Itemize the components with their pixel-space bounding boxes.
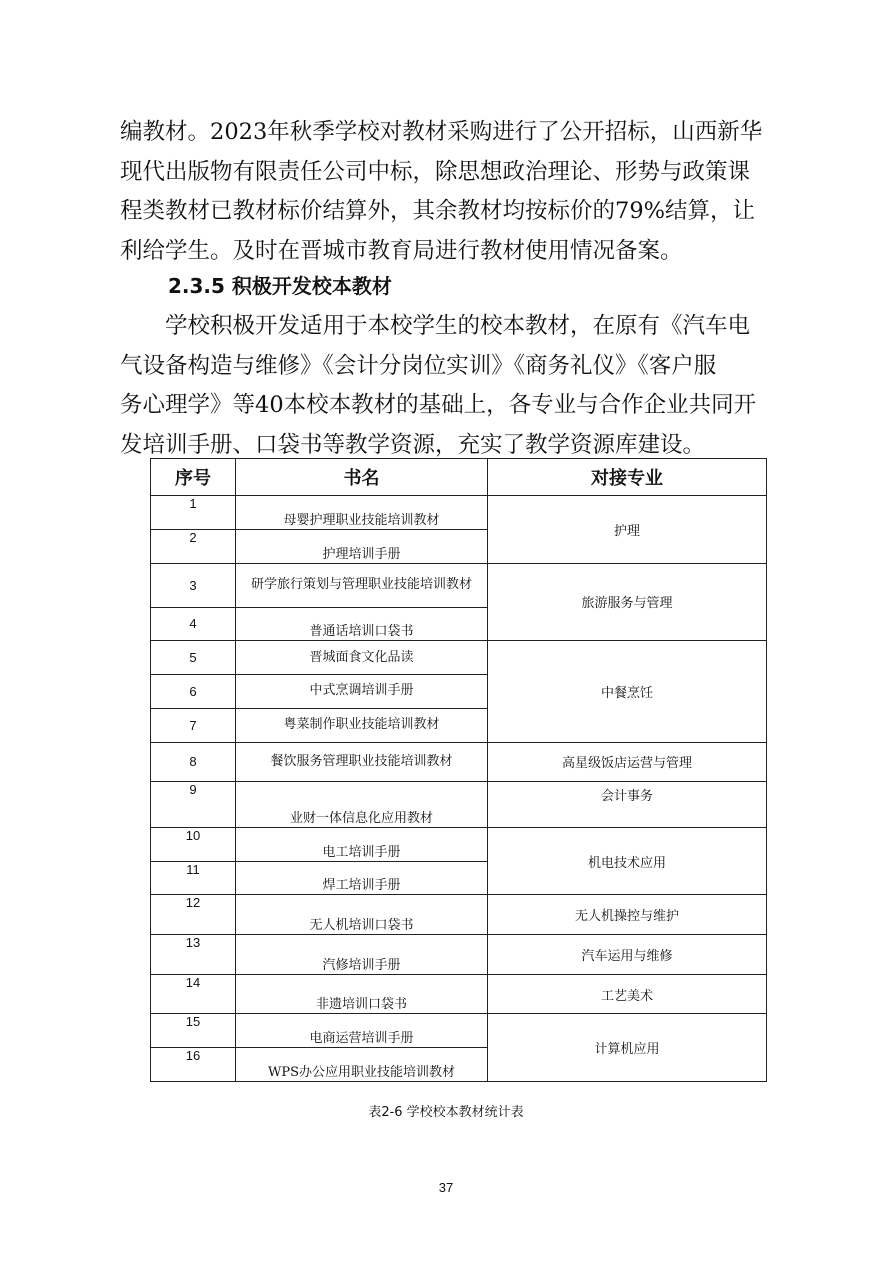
major-cell: 会计事务 <box>488 782 767 828</box>
header-index: 序号 <box>151 459 236 496</box>
row-number: 5 <box>151 641 236 675</box>
book-name: 非遗培训口袋书 <box>236 974 488 1014</box>
intro-paragraph <box>120 113 780 271</box>
book-name: 汽修培训手册 <box>236 935 488 975</box>
text-line: 现代出版物有限责任公司中标，除思想政治理论、形势与政策课 <box>120 158 751 185</box>
row-number: 7 <box>151 708 236 742</box>
textbook-table <box>150 458 767 1082</box>
table-header-row <box>151 459 767 496</box>
text-line: 编教材。2023年秋季学校对教材采购进行了公开招标，山西新华 <box>120 119 763 145</box>
row-number: 6 <box>151 675 236 709</box>
text-line: 程类教材已教材标价结算外，其余教材均按标价的79%结算，让 <box>120 198 756 224</box>
text-line: 发培训手册、口袋书等教学资源，充实了教学资源库建设。 <box>120 431 706 458</box>
book-name: 母婴护理职业技能培训教材 <box>236 496 488 530</box>
row-number: 11 <box>151 861 236 895</box>
major-cell: 无人机操控与维护 <box>488 895 767 935</box>
table-row <box>151 496 767 530</box>
major-cell: 工艺美术 <box>488 974 767 1014</box>
table-row <box>151 935 767 975</box>
book-name: 护理培训手册 <box>236 529 488 563</box>
page-number: 37 <box>438 1180 454 1195</box>
row-number: 8 <box>151 742 236 782</box>
major-cell: 汽车运用与维修 <box>488 935 767 975</box>
row-number: 1 <box>151 496 236 530</box>
table-row <box>151 895 767 935</box>
major-cell: 机电技术应用 <box>488 827 767 895</box>
major-cell: 中餐烹饪 <box>488 641 767 742</box>
book-name: 晋城面食文化品读 <box>236 641 488 675</box>
table-row <box>151 827 767 861</box>
major-cell: 高星级饭店运营与管理 <box>488 742 767 782</box>
table-row <box>151 641 767 675</box>
book-name: 中式烹调培训手册 <box>236 675 488 709</box>
table-row <box>151 782 767 828</box>
book-name: 业财一体信息化应用教材 <box>236 782 488 828</box>
text-line: 利给学生。及时在晋城市教育局进行教材使用情况备案。 <box>120 237 683 264</box>
major-cell: 计算机应用 <box>488 1014 767 1082</box>
table-row <box>151 1014 767 1048</box>
text-line: 学校积极开发适用于本校学生的校本教材，在原有《汽车电 <box>120 313 751 339</box>
table-caption: 表2-6 学校校本教材统计表 <box>368 1105 524 1120</box>
body-paragraph <box>120 307 780 465</box>
book-name: 无人机培训口袋书 <box>236 895 488 935</box>
book-name: 普通话培训口袋书 <box>236 607 488 641</box>
book-name: 餐饮服务管理职业技能培训教材 <box>236 742 488 782</box>
book-name: 焊工培训手册 <box>236 861 488 895</box>
row-number: 16 <box>151 1048 236 1082</box>
section-heading: 2.3.5 积极开发校本教材 <box>168 274 392 298</box>
row-number: 12 <box>151 895 236 935</box>
table-row <box>151 742 767 782</box>
row-number: 4 <box>151 607 236 641</box>
row-number: 10 <box>151 827 236 861</box>
table-row <box>151 563 767 607</box>
book-name: WPS办公应用职业技能培训教材 <box>236 1048 488 1082</box>
row-number: 3 <box>151 563 236 607</box>
book-name: 粤菜制作职业技能培训教材 <box>236 708 488 742</box>
row-number: 14 <box>151 974 236 1014</box>
row-number: 13 <box>151 935 236 975</box>
book-name: 电工培训手册 <box>236 827 488 861</box>
header-book-name: 书名 <box>236 459 488 496</box>
row-number: 2 <box>151 529 236 563</box>
book-name: 电商运营培训手册 <box>236 1014 488 1048</box>
header-major: 对接专业 <box>488 459 767 496</box>
book-name: 研学旅行策划与管理职业技能培训教材 <box>236 563 488 607</box>
text-line: 务心理学》等40本校本教材的基础上，各专业与合作企业共同开 <box>120 392 757 418</box>
text-line: 气设备构造与维修》《会计分岗位实训》《商务礼仪》《客户服 <box>120 352 717 379</box>
row-number: 15 <box>151 1014 236 1048</box>
row-number: 9 <box>151 782 236 828</box>
major-cell: 护理 <box>488 496 767 564</box>
major-cell: 旅游服务与管理 <box>488 563 767 641</box>
table-row <box>151 974 767 1014</box>
